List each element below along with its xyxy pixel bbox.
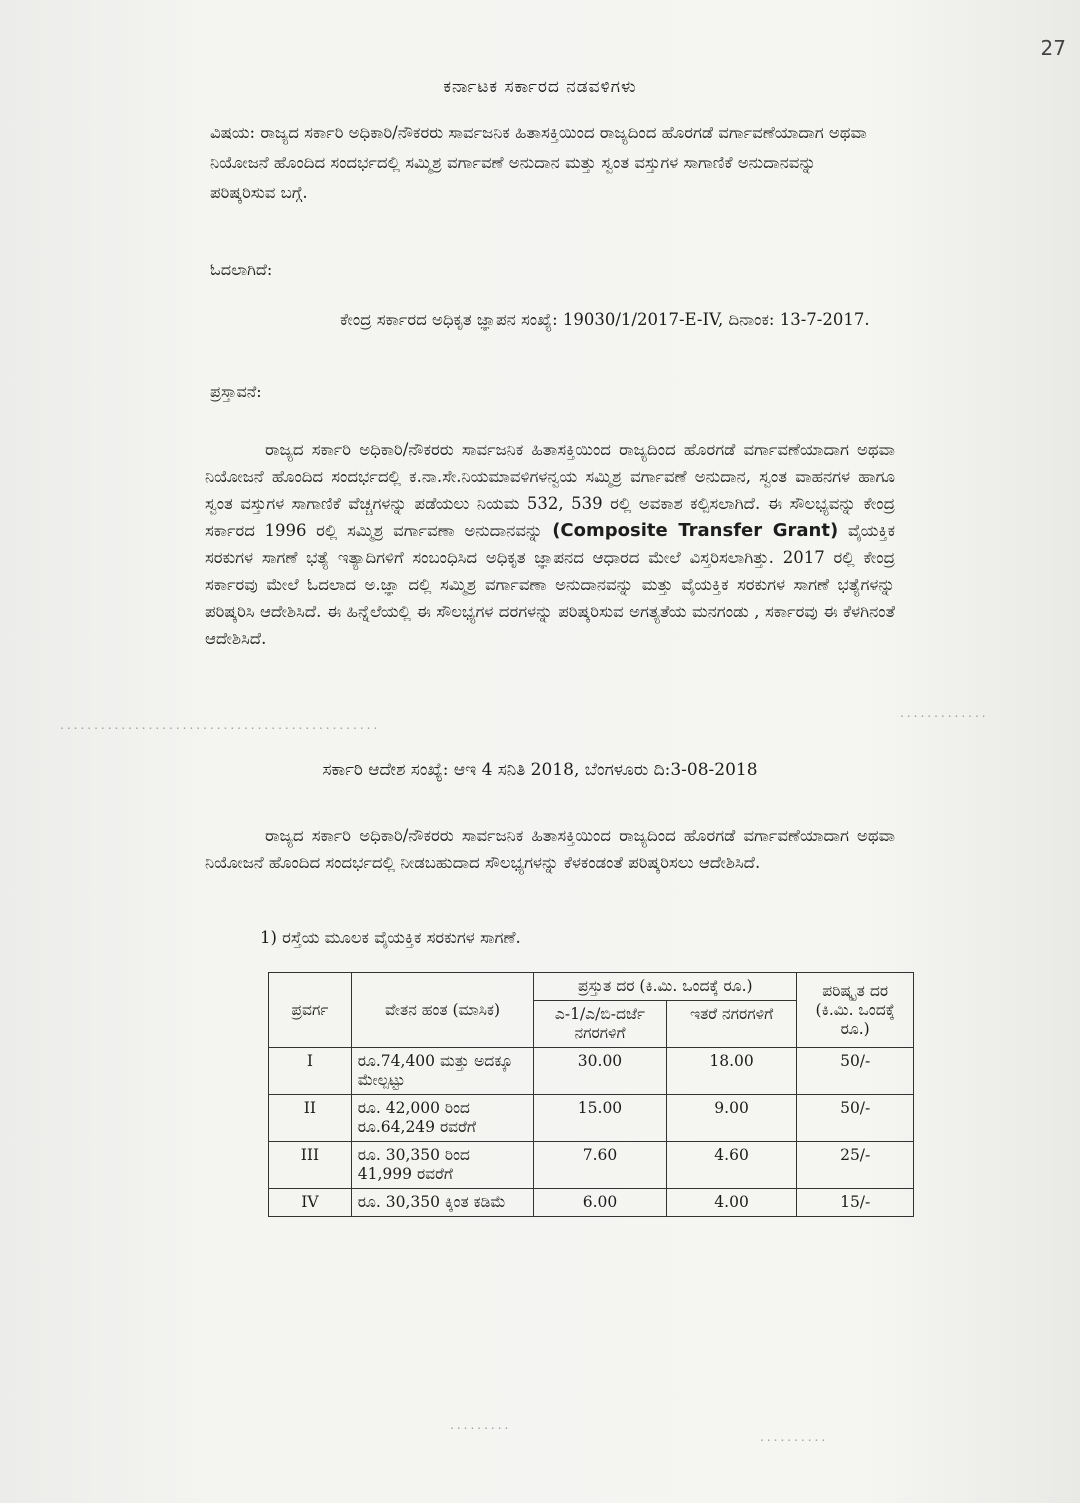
- cell-revised: 25/-: [797, 1142, 914, 1189]
- table-row: [269, 1095, 914, 1142]
- cell-grade: III: [269, 1142, 352, 1189]
- cell-rate-other: 9.00: [666, 1095, 797, 1142]
- header-grade: ಪ್ರವರ್ಗ: [269, 973, 352, 1048]
- order-title: ಸರ್ಕಾರಿ ಆದೇಶ ಸಂಖ್ಯೆ: ಆಇ 4 ಸನಿತಿ 2018, ಬೆಂಗಳೂರು ದಿ:3-08-2018: [322, 760, 758, 780]
- table-row: [269, 1142, 914, 1189]
- cell-rate-a: 15.00: [534, 1095, 667, 1142]
- cell-rate-other: 4.00: [666, 1189, 797, 1217]
- header-revised-rate: ಪರಿಷ್ಕೃತ ದರ (ಕಿ.ಮಿ. ಒಂದಕ್ಕೆ ರೂ.): [797, 973, 914, 1048]
- document-heading: ಕರ್ನಾಟಕ ಸರ್ಕಾರದ ನಡವಳಿಗಳು: [443, 77, 637, 97]
- page-number: 27: [1040, 36, 1066, 60]
- header-cities-a: ಎ-1/ಎ/ಬಿ-ದರ್ಜೆ ನಗರಗಳಿಗೆ: [534, 1001, 667, 1048]
- table-row: [269, 1048, 914, 1095]
- preamble-label: ಪ್ರಸ್ತಾವನೆ:: [210, 382, 262, 401]
- cell-pay: ರೂ. 30,350 ರಿಂದ 41,999 ರವರೆಗೆ: [351, 1142, 533, 1189]
- cell-rate-a: 7.60: [534, 1142, 667, 1189]
- reference-line: ಕೇಂದ್ರ ಸರ್ಕಾರದ ಅಧಿಕೃತ ಜ್ಞಾಪನ ಸಂಖ್ಯೆ: 19030/1/2017-E-IV, ದಿನಾಂಕ: 13-7-2017.: [340, 310, 870, 329]
- cell-pay: ರೂ.74,400 ಮತ್ತು ಅದಕ್ಕೂ ಮೇಲ್ಪಟ್ಟು: [351, 1048, 533, 1095]
- cell-grade: IV: [269, 1189, 352, 1217]
- cell-pay: ರೂ. 42,000 ರಿಂದ ರೂ.64,249 ರವರೆಗೆ: [351, 1095, 533, 1142]
- references-label: ಓದಲಾಗಿದೆ:: [210, 260, 273, 279]
- table-row: [269, 1189, 914, 1217]
- cell-rate-a: 6.00: [534, 1189, 667, 1217]
- header-current-rate: ಪ್ರಸ್ತುತ ದರ (ಕಿ.ಮಿ. ಒಂದಕ್ಕೆ ರೂ.): [534, 973, 797, 1001]
- header-pay: ವೇತನ ಹಂತ (ಮಾಸಿಕ): [351, 973, 533, 1048]
- cell-revised: 50/-: [797, 1095, 914, 1142]
- cell-rate-other: 18.00: [666, 1048, 797, 1095]
- subject-text: ರಾಜ್ಯದ ಸರ್ಕಾರಿ ಅಧಿಕಾರಿ/ನೌಕರರು ಸಾರ್ವಜನಿಕ ಹಿತಾಸಕ್ತಿಯಿಂದ ರಾಜ್ಯದಿಂದ ಹೊರಗಡೆ ವರ್ಗಾವಣೆಯಾದಾಗ ಅಥವಾ ನಿಯೋಜನೆ ಹೊಂದಿದ ಸಂದರ್ಭದಲ್ಲಿ ಸಮ್ಮಿಶ್ರ ವರ್ಗಾವಣೆ ಅನುದಾನ ಮತ್ತು ಸ್ವಂತ ವಸ್ತುಗಳ ಸಾಗಾಣಿಕೆ ಅನುದಾನವನ್ನು ಪರಿಷ್ಕರಿಸುವ ಬಗ್ಗೆ.: [210, 123, 867, 202]
- separator-dots: ...............................................: [60, 718, 381, 732]
- footer-dots-2: ..........: [760, 1430, 829, 1444]
- cell-pay: ರೂ. 30,350 ಕ್ಕಿಂತ ಕಡಿಮೆ: [351, 1189, 533, 1217]
- subject-block: [210, 118, 880, 208]
- preamble-paragraph: [205, 436, 895, 652]
- preamble-part2: ವೈಯಕ್ತಿಕ ಸರಕುಗಳ ಸಾಗಣೆ ಭತ್ಯೆ ಇತ್ಯಾದಿಗಳಿಗೆ ಸಂಬಂಧಿಸಿದ ಅಧಿಕೃತ ಜ್ಞಾಪನದ ಆಧಾರದ ಮೇಲೆ ವಿಸ್ತರಿಸಲಾಗಿತ್ತು. 2017 ರಲ್ಲಿ ಕೇಂದ್ರ ಸರ್ಕಾರವು ಮೇಲೆ ಓದಲಾದ ಅ.ಜ್ಞಾ ದಲ್ಲಿ ಸಮ್ಮಿಶ್ರ ವರ್ಗಾವಣಾ ಅನುದಾನವನ್ನು ಮತ್ತು ವೈಯಕ್ತಿಕ ಸರಕುಗಳ ಸಾಗಣೆ ಭತ್ಯೆಗಳನ್ನು ಪರಿಷ್ಕರಿಸಿ ಆದೇಶಿಸಿದೆ. ಈ ಹಿನ್ನೆಲೆಯಲ್ಲಿ ಈ ಸೌಲಭ್ಯಗಳ ದರಗಳನ್ನು ಪರಿಷ್ಕರಿಸುವ ಅಗತ್ಯತೆಯ ಮನಗಂಡು , ಸರ್ಕಾರವು ಈ ಕೆಳಗಿನಂತೆ ಆದೇಶಿಸಿದೆ.: [205, 521, 896, 648]
- cell-rate-other: 4.60: [666, 1142, 797, 1189]
- preamble-english-term: (Composite Transfer Grant): [552, 520, 839, 541]
- cell-grade: II: [269, 1095, 352, 1142]
- cell-revised: 15/-: [797, 1189, 914, 1217]
- preamble-part1: ರಾಜ್ಯದ ಸರ್ಕಾರಿ ಅಧಿಕಾರಿ/ನೌಕರರು ಸಾರ್ವಜನಿಕ ಹಿತಾಸಕ್ತಿಯಿಂದ ರಾಜ್ಯದಿಂದ ಹೊರಗಡೆ ವರ್ಗಾವಣೆಯಾದಾಗ ಅಥವಾ ನಿಯೋಜನೆ ಹೊಂದಿದ ಸಂದರ್ಭದಲ್ಲಿ ಕ.ನಾ.ಸೇ.ನಿಯಮಾವಳಿಗಳನ್ವಯ ಸಮ್ಮಿಶ್ರ ವರ್ಗಾವಣೆ ಅನುದಾನ, ಸ್ವಂತ ವಾಹನಗಳ ಹಾಗೂ ಸ್ವಂತ ವಸ್ತುಗಳ ಸಾಗಾಣಿಕೆ ವೆಚ್ಚಗಳನ್ನು ಪಡೆಯಲು ನಿಯಮ 532, 539 ರಲ್ಲಿ ಅವಕಾಶ ಕಲ್ಪಿಸಲಾಗಿದೆ. ಈ ಸೌಲಭ್ಯವನ್ನು ಕೇಂದ್ರ ಸರ್ಕಾರದ 1996 ರಲ್ಲಿ ಸಮ್ಮಿಶ್ರ ವರ್ಗಾವಣಾ ಅನುದಾನವನ್ನು: [205, 440, 895, 540]
- rates-table: [268, 972, 914, 1217]
- subject-label: ವಿಷಯ:: [210, 123, 256, 142]
- cell-rate-a: 30.00: [534, 1048, 667, 1095]
- cell-revised: 50/-: [797, 1048, 914, 1095]
- table-header-row: [269, 973, 914, 1001]
- header-cities-other: ಇತರೆ ನಗರಗಳಿಗೆ: [666, 1001, 797, 1048]
- item-1-heading: 1) ರಸ್ತೆಯ ಮೂಲಕ ವೈಯಕ್ತಿಕ ಸರಕುಗಳ ಸಾಗಣೆ.: [260, 928, 521, 947]
- footer-dots: .........: [450, 1418, 512, 1432]
- cell-grade: I: [269, 1048, 352, 1095]
- order-paragraph: ರಾಜ್ಯದ ಸರ್ಕಾರಿ ಅಧಿಕಾರಿ/ನೌಕರರು ಸಾರ್ವಜನಿಕ ಹಿತಾಸಕ್ತಿಯಿಂದ ರಾಜ್ಯದಿಂದ ಹೊರಗಡೆ ವರ್ಗಾವಣೆಯಾದಾಗ ಅಥವಾ ನಿಯೋಜನೆ ಹೊಂದಿದ ಸಂದರ್ಭದಲ್ಲಿ ನೀಡಬಹುದಾದ ಸೌಲಭ್ಯಗಳನ್ನು ಕೆಳಕಂಡಂತೆ ಪರಿಷ್ಕರಿಸಲು ಆದೇಶಿಸಿದೆ.: [205, 826, 895, 872]
- separator-dots-right: .............: [900, 706, 989, 720]
